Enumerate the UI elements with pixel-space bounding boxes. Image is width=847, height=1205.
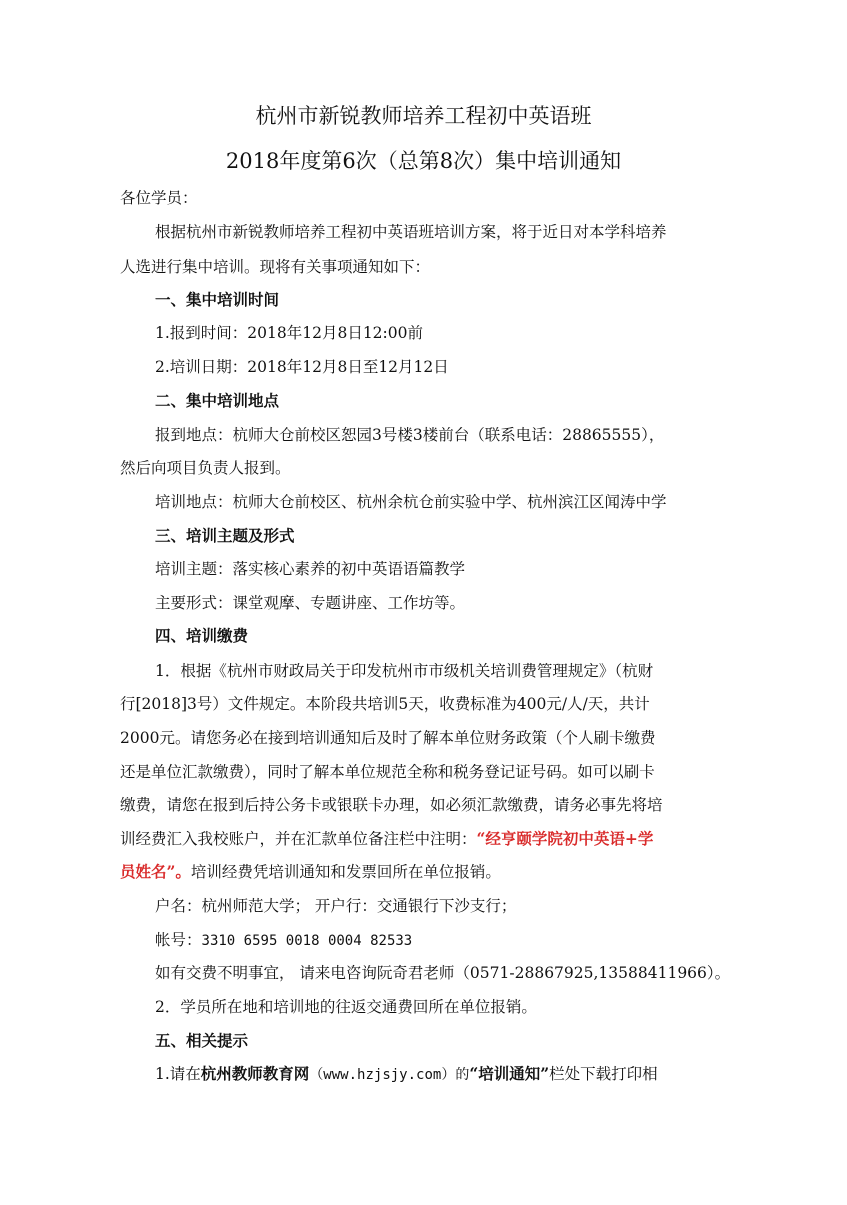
training-form: 主要形式：课堂观摩、专题讲座、工作坊等。 <box>155 594 466 612</box>
contact-info: 如有交费不明事宜， 请来电咨询阮奇君老师（0571-28867925,13588411966）。 <box>155 964 731 982</box>
fee-paragraph-line2: 行[2018]3号）文件规定。本阶段共培训5天，收费标准为400元/人/天，共计 <box>120 695 650 713</box>
fee-paragraph-line5: 缴费，请您在报到后持公务卡或银联卡办理，如必须汇款缴费，请务必事先将培 <box>120 796 663 814</box>
fee-line7-text: 培训经费凭培训通知和发票回所在单位报销。 <box>190 863 501 881</box>
fee-paragraph-line1: 1．根据《杭州市财政局关于印发杭州市市级机关培训费管理规定》（杭财 <box>155 662 654 680</box>
fee-line6-text: 训经费汇入我校账户，并在汇款单位备注栏中注明： <box>120 830 477 848</box>
notice-title-line1: 杭州市新锐教师培养工程初中英语班 <box>255 104 592 128</box>
section2-heading: 二、集中培训地点 <box>155 391 280 410</box>
training-notice-column: “培训通知” <box>469 1064 550 1083</box>
report-location-line1: 报到地点：杭师大仓前校区恕园3号楼3楼前台（联系电话：28865555）， <box>155 426 665 444</box>
remittance-note-highlight-part1: “经亨颐学院初中英语+学 <box>476 829 654 848</box>
section5-heading: 五、相关提示 <box>155 1031 249 1050</box>
training-dates: 2.培训日期：2018年12月8日至12月12日 <box>155 358 449 376</box>
account-number: 3310 6595 0018 0004 82533 <box>201 933 413 949</box>
fee-paragraph-line3: 2000元。请您务必在接到培训通知后及时了解本单位财务政策（个人刷卡缴费 <box>120 729 656 747</box>
account-number-line <box>155 930 412 951</box>
travel-expense-note: 2．学员所在地和培训地的往返交通费回所在单位报销。 <box>155 998 537 1016</box>
section3-heading: 三、培训主题及形式 <box>155 526 295 545</box>
website-url: （www.hzjsjy.com）的 <box>309 1067 470 1083</box>
remittance-note-highlight-part2: 员姓名”。 <box>120 862 191 881</box>
intro-line2: 人选进行集中培训。现将有关事项通知如下： <box>120 258 431 276</box>
training-venue: 培训地点：杭师大仓前校区、杭州余杭仓前实验中学、杭州滨江区闻涛中学 <box>155 493 667 511</box>
section1-heading: 一、集中培训时间 <box>155 290 280 309</box>
training-theme: 培训主题：落实核心素养的初中英语语篇教学 <box>155 560 466 578</box>
fee-paragraph-line7 <box>120 862 501 882</box>
tip1-suffix: 栏处下载打印相 <box>549 1065 658 1083</box>
tip-item1 <box>155 1064 658 1085</box>
notice-title-line2: 2018年度第6次（总第8次）集中培训通知 <box>225 149 622 173</box>
report-location-line2: 然后向项目负责人报到。 <box>120 459 291 477</box>
teacher-education-site-name: 杭州教师教育网 <box>200 1064 310 1083</box>
tip1-prefix: 1.请在 <box>155 1065 201 1083</box>
salutation: 各位学员： <box>120 189 198 207</box>
fee-paragraph-line4: 还是单位汇款缴费），同时了解本单位规范全称和税务登记证号码。如可以刷卡 <box>120 763 655 781</box>
fee-paragraph-line6 <box>120 829 653 849</box>
intro-line1: 根据杭州市新锐教师培养工程初中英语班培训方案，将于近日对本学科培养 <box>155 223 667 241</box>
account-number-label: 帐号： <box>155 931 202 949</box>
account-name-bank: 户名：杭州师范大学； 开户行：交通银行下沙支行； <box>155 897 517 915</box>
report-time: 1.报到时间：2018年12月8日12:00前 <box>155 324 423 342</box>
section4-heading: 四、培训缴费 <box>155 626 249 645</box>
